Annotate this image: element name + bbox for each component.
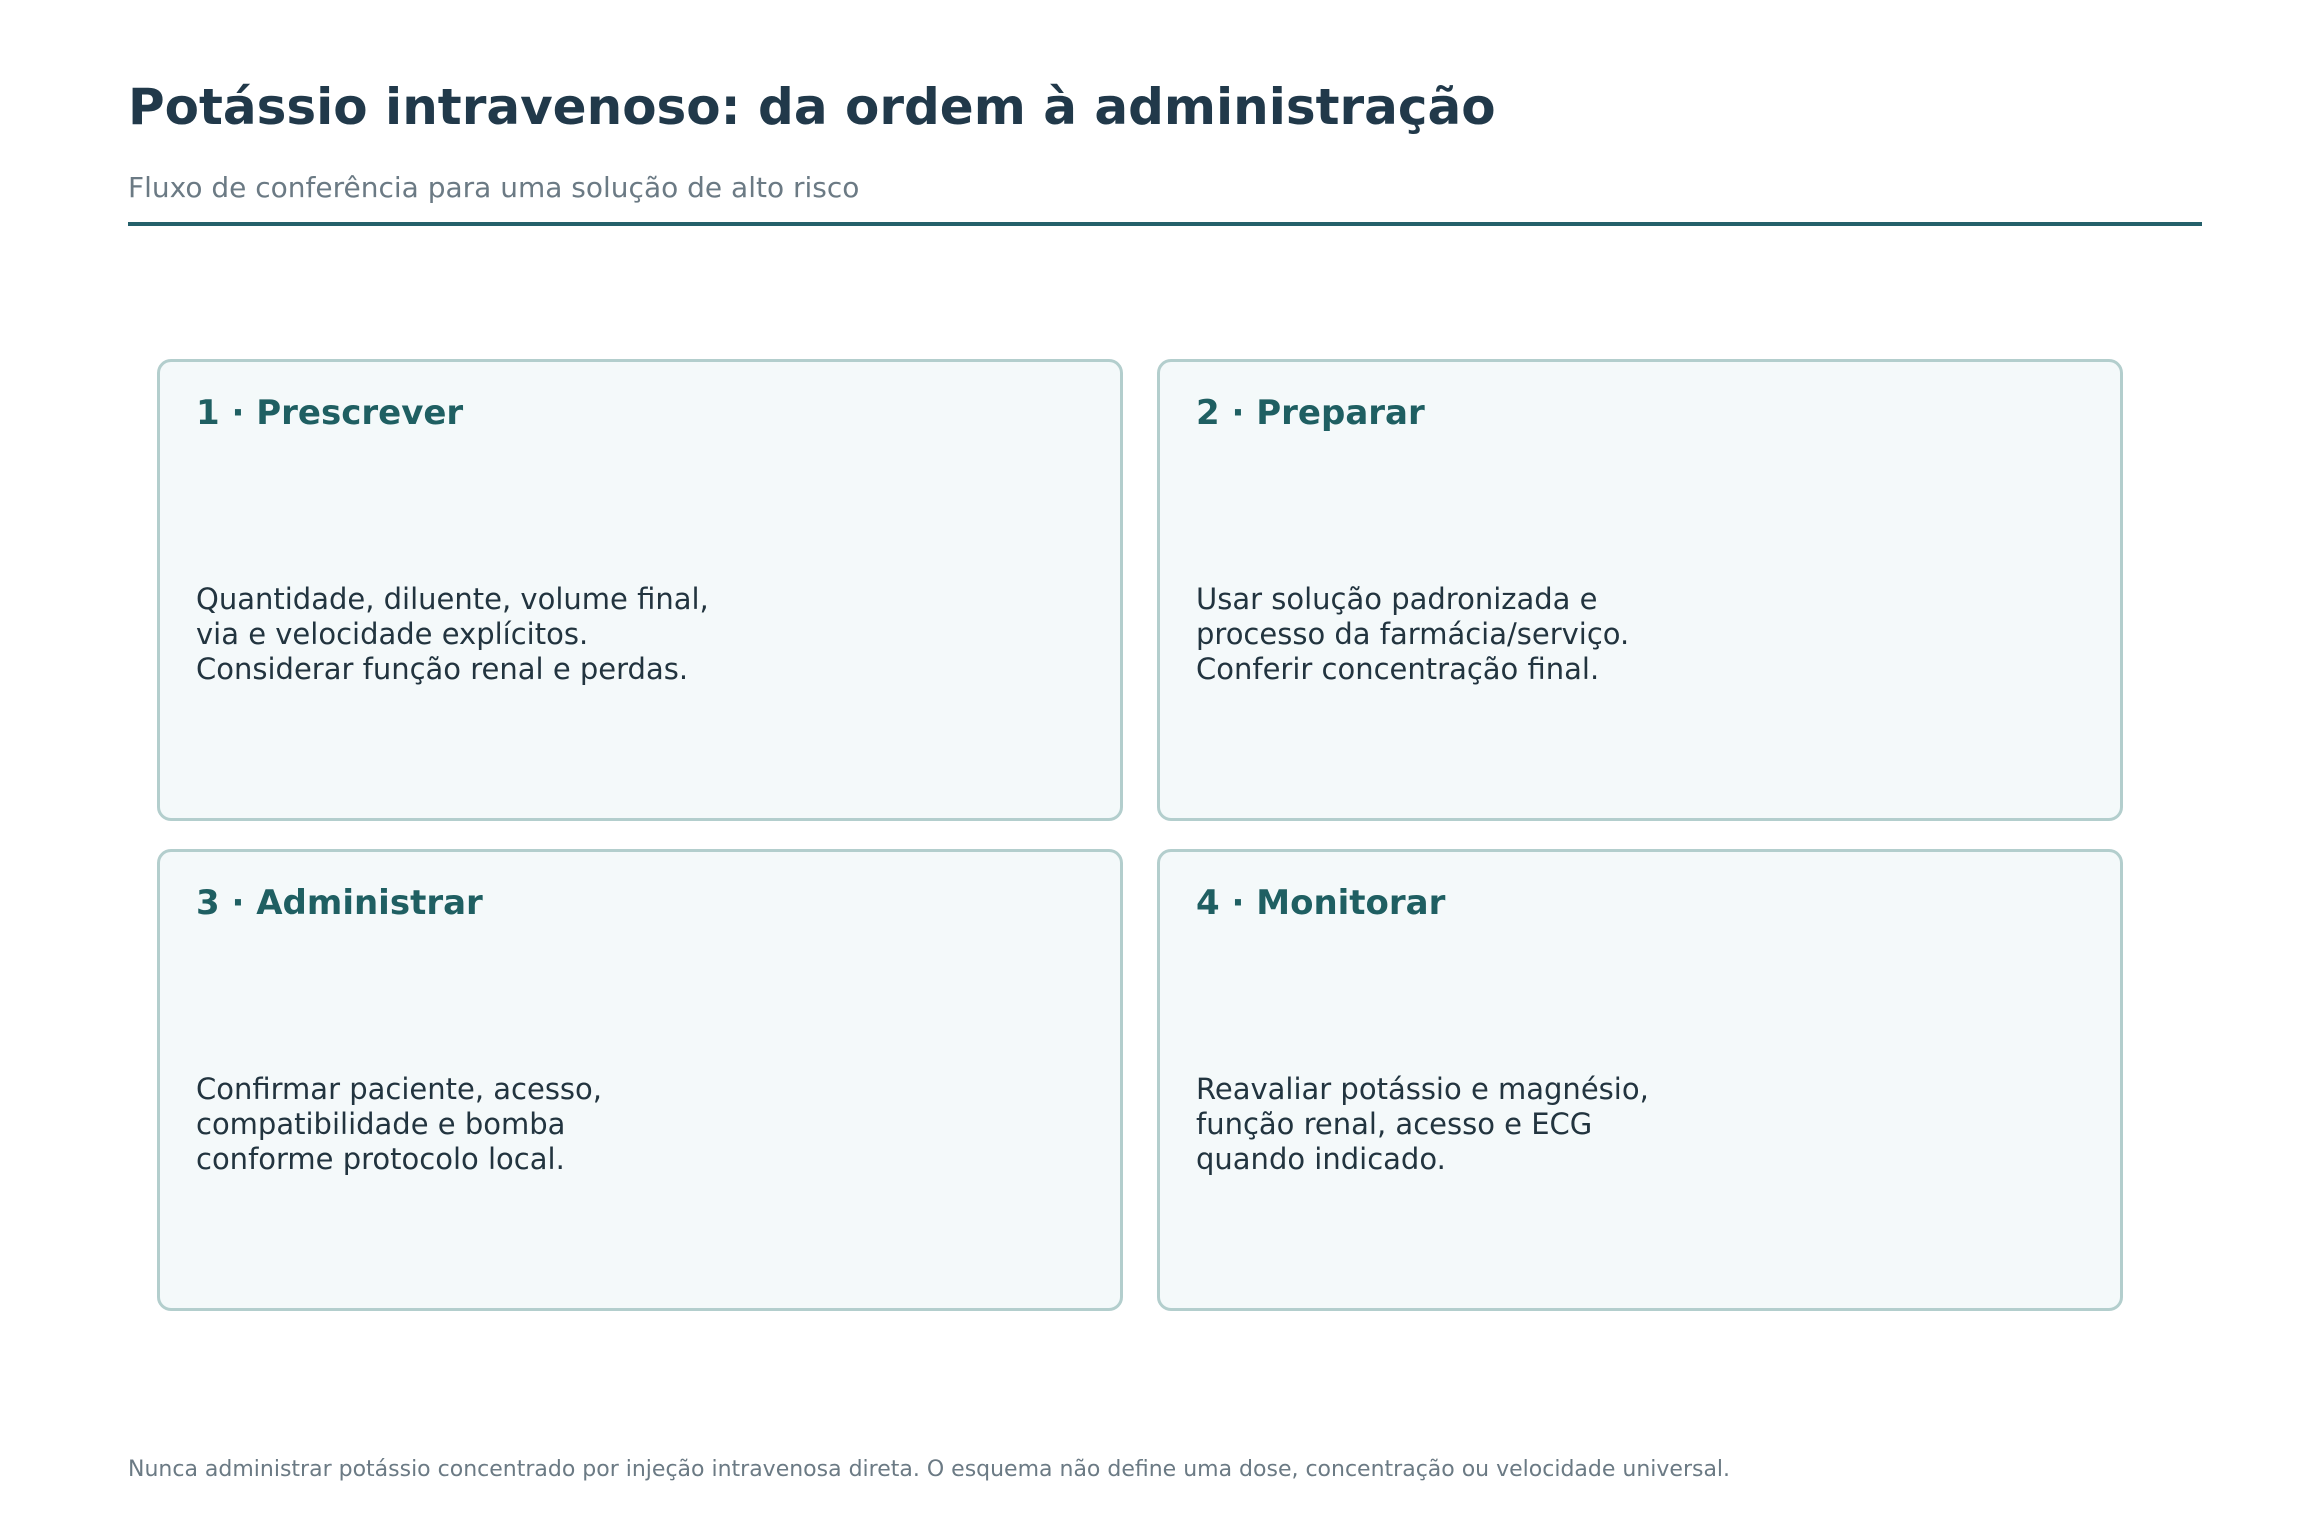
step-title: 2 · Preparar bbox=[1196, 393, 1425, 433]
page-subtitle: Fluxo de conferência para uma solução de alto risco bbox=[128, 171, 860, 204]
step-description: Usar solução padronizada e processo da farmácia/serviço. Conferir concentração final. bbox=[1196, 582, 1630, 686]
step-title: 1 · Prescrever bbox=[196, 393, 464, 433]
step-card-administrar bbox=[157, 849, 1123, 1311]
step-title: 4 · Monitorar bbox=[1196, 883, 1446, 923]
step-title: 3 · Administrar bbox=[196, 883, 483, 923]
safety-footnote: Nunca administrar potássio concentrado por injeção intravenosa direta. O esquema não define uma dose, concentração ou velocidade universal. bbox=[128, 1457, 1731, 1482]
step-card-preparar bbox=[1157, 359, 2123, 821]
step-description: Confirmar paciente, acesso, compatibilidade e bomba conforme protocolo local. bbox=[196, 1072, 602, 1176]
step-card-monitorar bbox=[1157, 849, 2123, 1311]
step-description: Reavaliar potássio e magnésio, função renal, acesso e ECG quando indicado. bbox=[1196, 1072, 1649, 1176]
step-description: Quantidade, diluente, volume final, via e velocidade explícitos. Considerar função renal e perdas. bbox=[196, 582, 709, 686]
step-card-prescrever bbox=[157, 359, 1123, 821]
page-title: Potássio intravenoso: da ordem à administração bbox=[128, 78, 1496, 136]
header-divider bbox=[128, 222, 2202, 226]
